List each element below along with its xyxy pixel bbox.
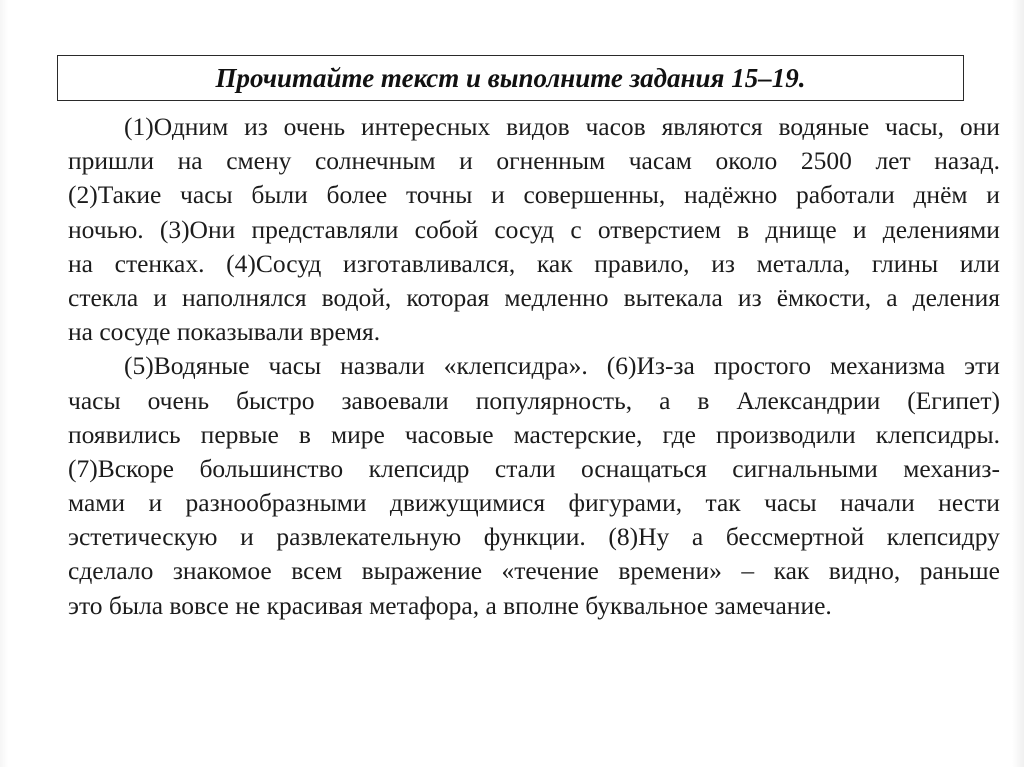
word: часам [628, 146, 692, 176]
word: и [491, 180, 505, 210]
word: как [536, 248, 573, 278]
word: на [177, 146, 203, 176]
word: назвали [340, 351, 425, 381]
word: как [773, 556, 810, 586]
word: солнечным [314, 146, 436, 176]
word: они [959, 112, 1000, 141]
text-line [68, 554, 1000, 588]
word: лет [875, 146, 911, 176]
word: разнообразными [185, 488, 367, 518]
word: производили [715, 419, 856, 449]
word: эти [964, 351, 1000, 381]
word: стали [494, 453, 556, 483]
word: и [240, 522, 254, 552]
word: на [68, 248, 93, 278]
text-line [68, 520, 1000, 554]
word: – [741, 556, 755, 586]
word: функции. [483, 522, 586, 552]
word: совершенны, [523, 180, 666, 210]
word: медленно [504, 282, 609, 312]
word: видно, [828, 556, 901, 586]
word: простого [713, 351, 812, 381]
word: часы [764, 488, 817, 518]
word: выражение [361, 556, 483, 586]
text-line [68, 144, 1000, 178]
word: механиз- [903, 453, 1000, 483]
text-line-last: на сосуде показывали время. [68, 317, 381, 347]
word: механизма [830, 351, 946, 381]
word: являются [661, 112, 763, 141]
word: и [852, 214, 867, 244]
word: мами [68, 488, 126, 518]
text-line [68, 452, 1000, 486]
page-shadow-left [0, 0, 8, 767]
word: более [326, 180, 388, 210]
word: глины [871, 248, 939, 278]
word: «течение [501, 556, 599, 586]
word: огненным [496, 146, 606, 176]
word: (8)Ну [608, 522, 670, 552]
word: (7)Вскоре [68, 453, 174, 483]
word: сделало [68, 556, 154, 586]
word: движущимися [389, 488, 546, 518]
word: делениями [882, 214, 1000, 244]
word: (Египет) [907, 385, 1000, 415]
word: часовые [404, 419, 494, 449]
word: а [691, 522, 704, 552]
word: деления [912, 282, 1000, 312]
text-line [68, 418, 1000, 452]
word: (2)Такие [68, 180, 162, 210]
word: бессмертной [725, 522, 865, 552]
word: назад. [934, 146, 1000, 176]
word: начали [840, 488, 915, 518]
word: большинство [199, 453, 344, 483]
word: (3)Они [159, 214, 236, 244]
word: очень [283, 112, 346, 141]
word: собой [414, 214, 479, 244]
word: из [711, 248, 735, 278]
word: наполнялся [182, 282, 307, 312]
text-line [68, 486, 1000, 520]
text-line [68, 110, 1000, 144]
word: изготавливался, [343, 248, 516, 278]
text-line [68, 281, 1000, 315]
word: отверстием [597, 214, 721, 244]
word: популярность, [475, 385, 633, 415]
word: в [298, 419, 311, 449]
word: интересных [361, 112, 491, 141]
word: сигнальными [732, 453, 878, 483]
word: из [737, 282, 762, 312]
word: клепсидр [368, 453, 470, 483]
word: из [244, 112, 268, 141]
word: и [153, 282, 167, 312]
word: мастерские, [513, 419, 643, 449]
word: около [715, 146, 778, 176]
word: стекла [68, 282, 139, 312]
text-line [68, 178, 1000, 212]
word: Александрии [736, 385, 881, 415]
word: ёмкости, [776, 282, 872, 312]
word: точны [405, 180, 473, 210]
word: часы [180, 180, 233, 210]
word: где [662, 419, 696, 449]
word: или [959, 248, 1000, 278]
word: нести [938, 488, 1000, 518]
word: представляли [251, 214, 399, 244]
word: 2500 [800, 146, 852, 176]
word: быстро [236, 385, 315, 415]
word: развлекательную [276, 522, 462, 552]
word: раньше [919, 556, 1000, 586]
word: фигурами, [568, 488, 683, 518]
word: были [251, 180, 308, 210]
word: (1)Одним [124, 112, 229, 141]
word: водой, [321, 282, 392, 312]
word: стенках. [114, 248, 205, 278]
page-shadow-right [1012, 0, 1024, 767]
word: с [570, 214, 582, 244]
word: работали [795, 180, 895, 210]
word: в [737, 214, 750, 244]
word: часы [68, 385, 121, 415]
word: очень [147, 385, 210, 415]
text-line-last: это была вовсе не красивая метафора, а вполне буквальное замечание. [68, 590, 832, 620]
word: днище [765, 214, 837, 244]
reading-text [68, 110, 1000, 623]
text-line [68, 247, 1000, 281]
text-line [68, 384, 1000, 418]
word: днём [913, 180, 968, 210]
word: ночью. [68, 214, 144, 244]
text-line [68, 213, 1000, 247]
word: знакомое [172, 556, 272, 586]
word: завоевали [341, 385, 449, 415]
word: часы [268, 351, 322, 381]
word: надёжно [683, 180, 778, 210]
word: и [148, 488, 163, 518]
word: водяные [778, 112, 870, 141]
word: первые [200, 419, 279, 449]
word: появились [68, 419, 181, 449]
word: времени» [618, 556, 722, 586]
word: часов [585, 112, 646, 141]
word: «клепсидра». [443, 351, 588, 381]
word: (5)Водяные [124, 351, 250, 381]
word: вытекала [623, 282, 723, 312]
word: а [659, 385, 671, 415]
word: так [705, 488, 741, 518]
word: всем [291, 556, 343, 586]
word: и [986, 180, 1000, 210]
word: в [697, 385, 710, 415]
word: (4)Сосуд [226, 248, 322, 278]
word: которая [406, 282, 490, 312]
word: а [886, 282, 898, 312]
word: и [459, 146, 473, 176]
task-header-box [57, 55, 964, 101]
word: оснащаться [581, 453, 707, 483]
word: мире [330, 419, 385, 449]
word: эстетическую [68, 522, 218, 552]
word: сосуд [494, 214, 555, 244]
word: часы, [885, 112, 945, 141]
word: пришли [68, 146, 155, 176]
word: смену [226, 146, 292, 176]
text-line [68, 349, 1000, 383]
word: металла, [756, 248, 851, 278]
task-header-title: Прочитайте текст и выполните задания 15–19. [215, 62, 806, 93]
word: правило, [594, 248, 690, 278]
word: клепсидры. [875, 419, 1000, 449]
word: клепсидру [886, 522, 1000, 552]
word: видов [506, 112, 570, 141]
word: (6)Из-за [606, 351, 695, 381]
